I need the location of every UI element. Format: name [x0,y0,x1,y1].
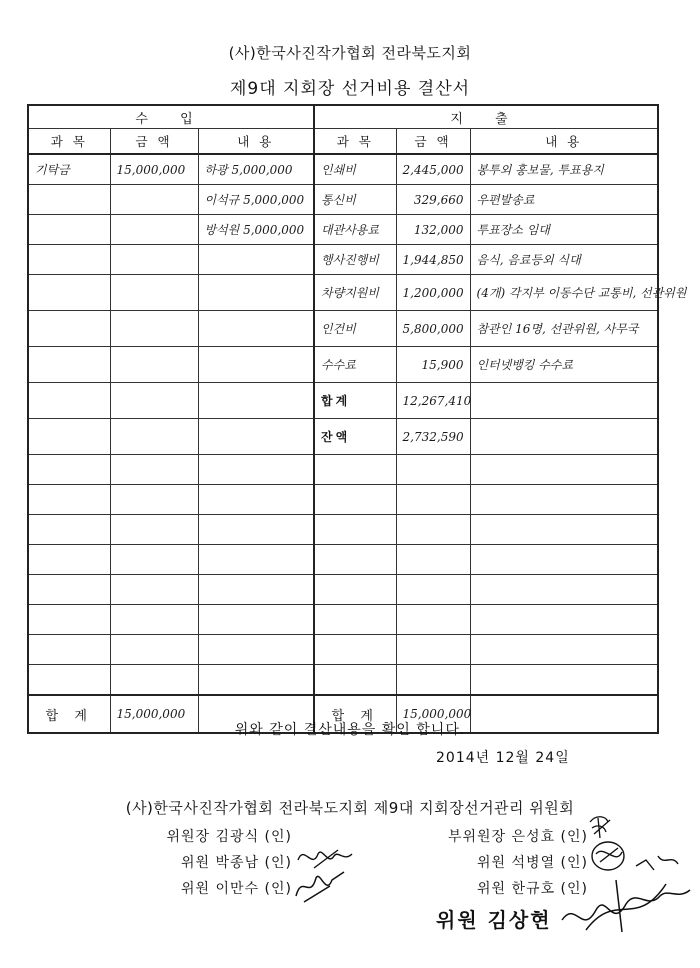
income-amount-cell [110,275,198,311]
income-content-header: 내 용 [198,129,314,155]
expense-content-cell [470,635,658,665]
income-content-cell [198,245,314,275]
income-category-cell [28,665,110,696]
table-row [28,485,658,515]
expense-total-label: 합 계 [314,695,396,733]
seal-mark: (인) [560,829,588,845]
expense-category-cell [314,545,396,575]
income-content-cell [198,419,314,455]
income-amount-cell [110,245,198,275]
expense-content-cell: 참관인 16명, 선관위원, 사무국 [470,311,658,347]
confirmation-text: 위와 같이 결산내용을 확인 합니다. [234,722,466,738]
income-category-cell [28,419,110,455]
income-category-cell: 기탁금 [28,154,110,185]
signatory-title: 위원 [181,855,211,871]
expense-content-cell [470,515,658,545]
expense-content-cell: 음식, 음료등외 식대 [470,245,658,275]
signatory-vice-chairman [376,826,588,846]
handwritten-signatory: 위원 김상현 [436,908,552,932]
income-content-cell [198,665,314,696]
income-amount-cell [110,419,198,455]
signatory-member-3 [376,852,588,872]
expense-amount-cell: 15,900 [396,347,470,383]
expense-content-cell: 우편발송료 [470,185,658,215]
income-category-cell [28,605,110,635]
table-row [28,605,658,635]
expense-category-cell: 인쇄비 [314,154,396,185]
signatory-name: 박종남 [215,855,260,871]
settlement-table [27,104,687,734]
income-content-cell [198,455,314,485]
income-amount-cell [110,665,198,696]
signatory-name: 이만수 [215,881,260,897]
expense-category-cell [314,605,396,635]
income-content-cell [198,275,314,311]
table-row [28,635,658,665]
expense-content-cell [470,455,658,485]
expense-amount-header: 금 액 [396,129,470,155]
income-content-cell [198,575,314,605]
expense-content-cell [470,605,658,635]
income-amount-cell [110,635,198,665]
income-content-cell [198,347,314,383]
income-category-cell [28,545,110,575]
income-amount-cell [110,311,198,347]
column-header-row [28,129,658,155]
signatory-member-1 [96,852,292,872]
table-row [28,311,658,347]
table-row [28,275,658,311]
income-amount-cell [110,515,198,545]
income-amount-cell [110,383,198,419]
document-title: 제9대 지회장 선거비용 결산서 [229,79,471,99]
expense-category-cell: 잔액 [314,419,396,455]
signatory-title: 부위원장 [447,829,507,845]
income-content-cell [198,311,314,347]
expense-content-cell [470,419,658,455]
income-category-cell [28,515,110,545]
seal-mark: (인) [560,855,588,871]
income-category-cell [28,485,110,515]
seal-mark: (인) [264,829,292,845]
expense-amount-cell: 132,000 [396,215,470,245]
table-row [28,347,658,383]
expense-category-cell [314,575,396,605]
table-row [28,665,658,696]
expense-content-cell [470,485,658,515]
expense-category-cell [314,515,396,545]
income-category-cell [28,215,110,245]
expense-category-cell: 통신비 [314,185,396,215]
table-row [28,575,658,605]
income-amount-cell [110,347,198,383]
expense-category-cell: 인건비 [314,311,396,347]
seal-mark: (인) [264,855,292,871]
table-row [28,383,658,419]
expense-amount-cell: 1,944,850 [396,245,470,275]
income-category-cell [28,245,110,275]
signatory-chairman [96,826,292,846]
income-category-cell [28,347,110,383]
section-header-row [28,105,658,129]
income-amount-cell [110,575,198,605]
expense-category-cell [314,455,396,485]
income-category-header: 과 목 [28,129,110,155]
committee-name: (사)한국사진작가협회 전라북도지회 제9대 지회장선거관리 위원회 [125,799,575,817]
expense-amount-cell: 2,445,000 [396,154,470,185]
expense-amount-cell: 5,800,000 [396,311,470,347]
expense-category-cell [314,485,396,515]
expense-total-amount: 15,000,000 [396,695,470,733]
income-category-cell [28,383,110,419]
signatory-name: 은성효 [511,829,556,845]
table-row [28,455,658,485]
income-section-label: 수 입 [28,105,314,129]
expense-content-cell: 인터넷뱅킹 수수료 [470,347,658,383]
income-category-cell [28,635,110,665]
income-total-label: 합 계 [28,695,110,733]
signature-scribble-lee [290,866,350,906]
expense-category-cell: 수수료 [314,347,396,383]
signatory-name: 한규호 [511,881,556,897]
settlement-date: 2014년 12월 24일 [436,750,570,766]
table-row [28,215,658,245]
income-total-amount: 15,000,000 [110,695,198,733]
income-category-cell [28,311,110,347]
income-category-cell [28,455,110,485]
expense-content-cell [470,545,658,575]
seal-mark: (인) [264,881,292,897]
income-amount-cell [110,605,198,635]
table-row [28,545,658,575]
income-content-cell [198,635,314,665]
income-category-cell [28,575,110,605]
seal-mark: (인) [560,881,588,897]
expense-content-cell: 투표장소 임대 [470,215,658,245]
signatory-member-2 [96,878,292,898]
table-row [28,245,658,275]
income-content-cell [198,485,314,515]
signatory-name: 석병열 [511,855,556,871]
table-row [28,185,658,215]
expense-content-cell [470,383,658,419]
expense-content-cell: 봉투외 홍보물, 투표용지 [470,154,658,185]
income-amount-cell [110,485,198,515]
organization-title: (사)한국사진작가협회 전라북도지회 [228,44,472,62]
income-amount-cell [110,215,198,245]
table-row [28,154,658,185]
signature-scribble-han [556,870,696,940]
signatory-title: 위원 [477,881,507,897]
expense-amount-cell [396,515,470,545]
expense-content-header: 내 용 [470,129,658,155]
expense-category-header: 과 목 [314,129,396,155]
income-category-cell [28,275,110,311]
expense-content-cell [470,665,658,696]
table-row [28,419,658,455]
expense-category-cell: 행사진행비 [314,245,396,275]
expense-amount-cell [396,605,470,635]
income-amount-cell [110,455,198,485]
signatory-title: 위원 [181,881,211,897]
income-category-cell [28,185,110,215]
income-content-cell: 이석규 5,000,000 [198,185,314,215]
expense-content-cell [470,575,658,605]
income-content-cell [198,605,314,635]
signatory-title: 위원장 [166,829,211,845]
income-content-cell: 하광 5,000,000 [198,154,314,185]
income-content-cell [198,545,314,575]
expense-amount-cell [396,575,470,605]
expense-amount-cell: 329,660 [396,185,470,215]
expense-amount-cell [396,545,470,575]
expense-amount-cell [396,665,470,696]
expense-amount-cell: 2,732,590 [396,419,470,455]
signatory-title: 위원 [477,855,507,871]
income-content-cell: 방석원 5,000,000 [198,215,314,245]
expense-category-cell [314,635,396,665]
expense-category-cell [314,665,396,696]
income-amount-header: 금 액 [110,129,198,155]
income-amount-cell [110,545,198,575]
income-content-cell [198,383,314,419]
expense-amount-cell: 1,200,000 [396,275,470,311]
table-row [28,515,658,545]
expense-amount-cell [396,635,470,665]
expense-content-cell: (4개) 각지부 이동수단 교통비, 선관위원 [470,275,658,311]
expense-section-label: 지 출 [314,105,658,129]
income-content-cell [198,515,314,545]
income-amount-cell [110,185,198,215]
expense-amount-cell: 12,267,410 [396,383,470,419]
signatory-name: 김광식 [215,829,260,845]
expense-amount-cell [396,485,470,515]
expense-amount-cell [396,455,470,485]
expense-category-cell: 차량지원비 [314,275,396,311]
income-amount-cell: 15,000,000 [110,154,198,185]
expense-category-cell: 합계 [314,383,396,419]
expense-category-cell: 대관사용료 [314,215,396,245]
